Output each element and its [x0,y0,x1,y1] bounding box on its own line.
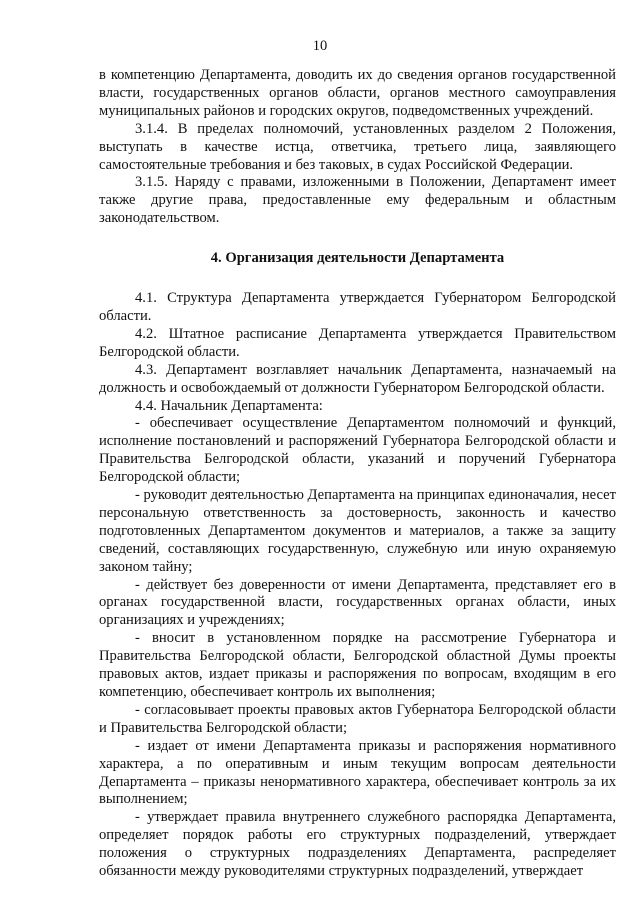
paragraph-3-1-3-continuation: в компетенцию Департамента, доводить их до сведения органов государственной власти, государственных органов области, органов местного самоуправления муниципальных районов и городских округов, подведомственных учреждений. [99,67,616,119]
duty-item: - издает от имени Департамента приказы и распоряжения нормативного характера, а по оперативным и иным текущим вопросам деятельности Департамента – приказы ненормативного характера, обеспечивает контроль за их выполнением; [99,737,616,808]
item-4-4: 4.4. Начальник Департамента: [135,397,323,414]
duty-item: - действует без доверенности от имени Департамента, представляет его в органах государственной власти, государственных органах области, иных организациях и учреждениях; [99,576,616,629]
duty-item: - обеспечивает осуществление Департаментом полномочий и функций, исполнение постановлений и распоряжений Губернатора Белгородской области и Правительства Белгородской области, указаний и поручений Губернатора Белгородской области; [99,415,616,486]
duty-item: - вносит в установленном порядке на рассмотрение Губернатора и Правительства Белгородской области, Белгородской областной Думы проекты правовых актов, издает приказы и распоряжения по вопросам, входящим в его компетенцию, обеспечивает контроль их выполнения; [99,630,616,700]
page-number: 10 [312,38,328,54]
duty-item: - согласовывает проекты правовых актов Губернатора Белгородской области и Правительства Белгородской области; [99,701,616,736]
document-body [99,67,616,881]
duty-item: - руководит деятельностью Департамента на принципах единоначалия, несет персональную ответственность за достоверность, законность и качество подготовленных Департаментом документов и материалов, а также за защиту сведений, составляющих государственную, служебную или иную охраняемую законом тайну; [99,487,616,575]
paragraph-3-1-4: 3.1.4. В пределах полномочий, установленных разделом 2 Положения, выступать в качестве истца, ответчика, третьего лица, заявляющего самостоятельные требования и без таковых, в судах Российской Федерации. [99,120,616,173]
item-4-3: 4.3. Департамент возглавляет начальник Департамента, назначаемый на должность и освобождаемый от должности Губернатором Белгородской области. [99,361,616,396]
item-4-2: 4.2. Штатное расписание Департамента утверждается Правительством Белгородской области. [99,325,616,360]
duty-item: - утверждает правила внутреннего служебного распорядка Департамента, определяет порядок работы его структурных подразделений, утверждает положения о структурных подразделениях Департамента, распределяет обязанности между руководителями структурных подразделений, утверждает [99,809,616,880]
section-title: 4. Организация деятельности Департамента [210,250,505,267]
item-4-1: 4.1. Структура Департамента утверждается Губернатором Белгородской области. [99,290,616,324]
paragraph-3-1-5: 3.1.5. Наряду с правами, изложенными в Положении, Департамент имеет также другие права, предоставленные ему федеральным и областным законодательством. [99,174,616,227]
